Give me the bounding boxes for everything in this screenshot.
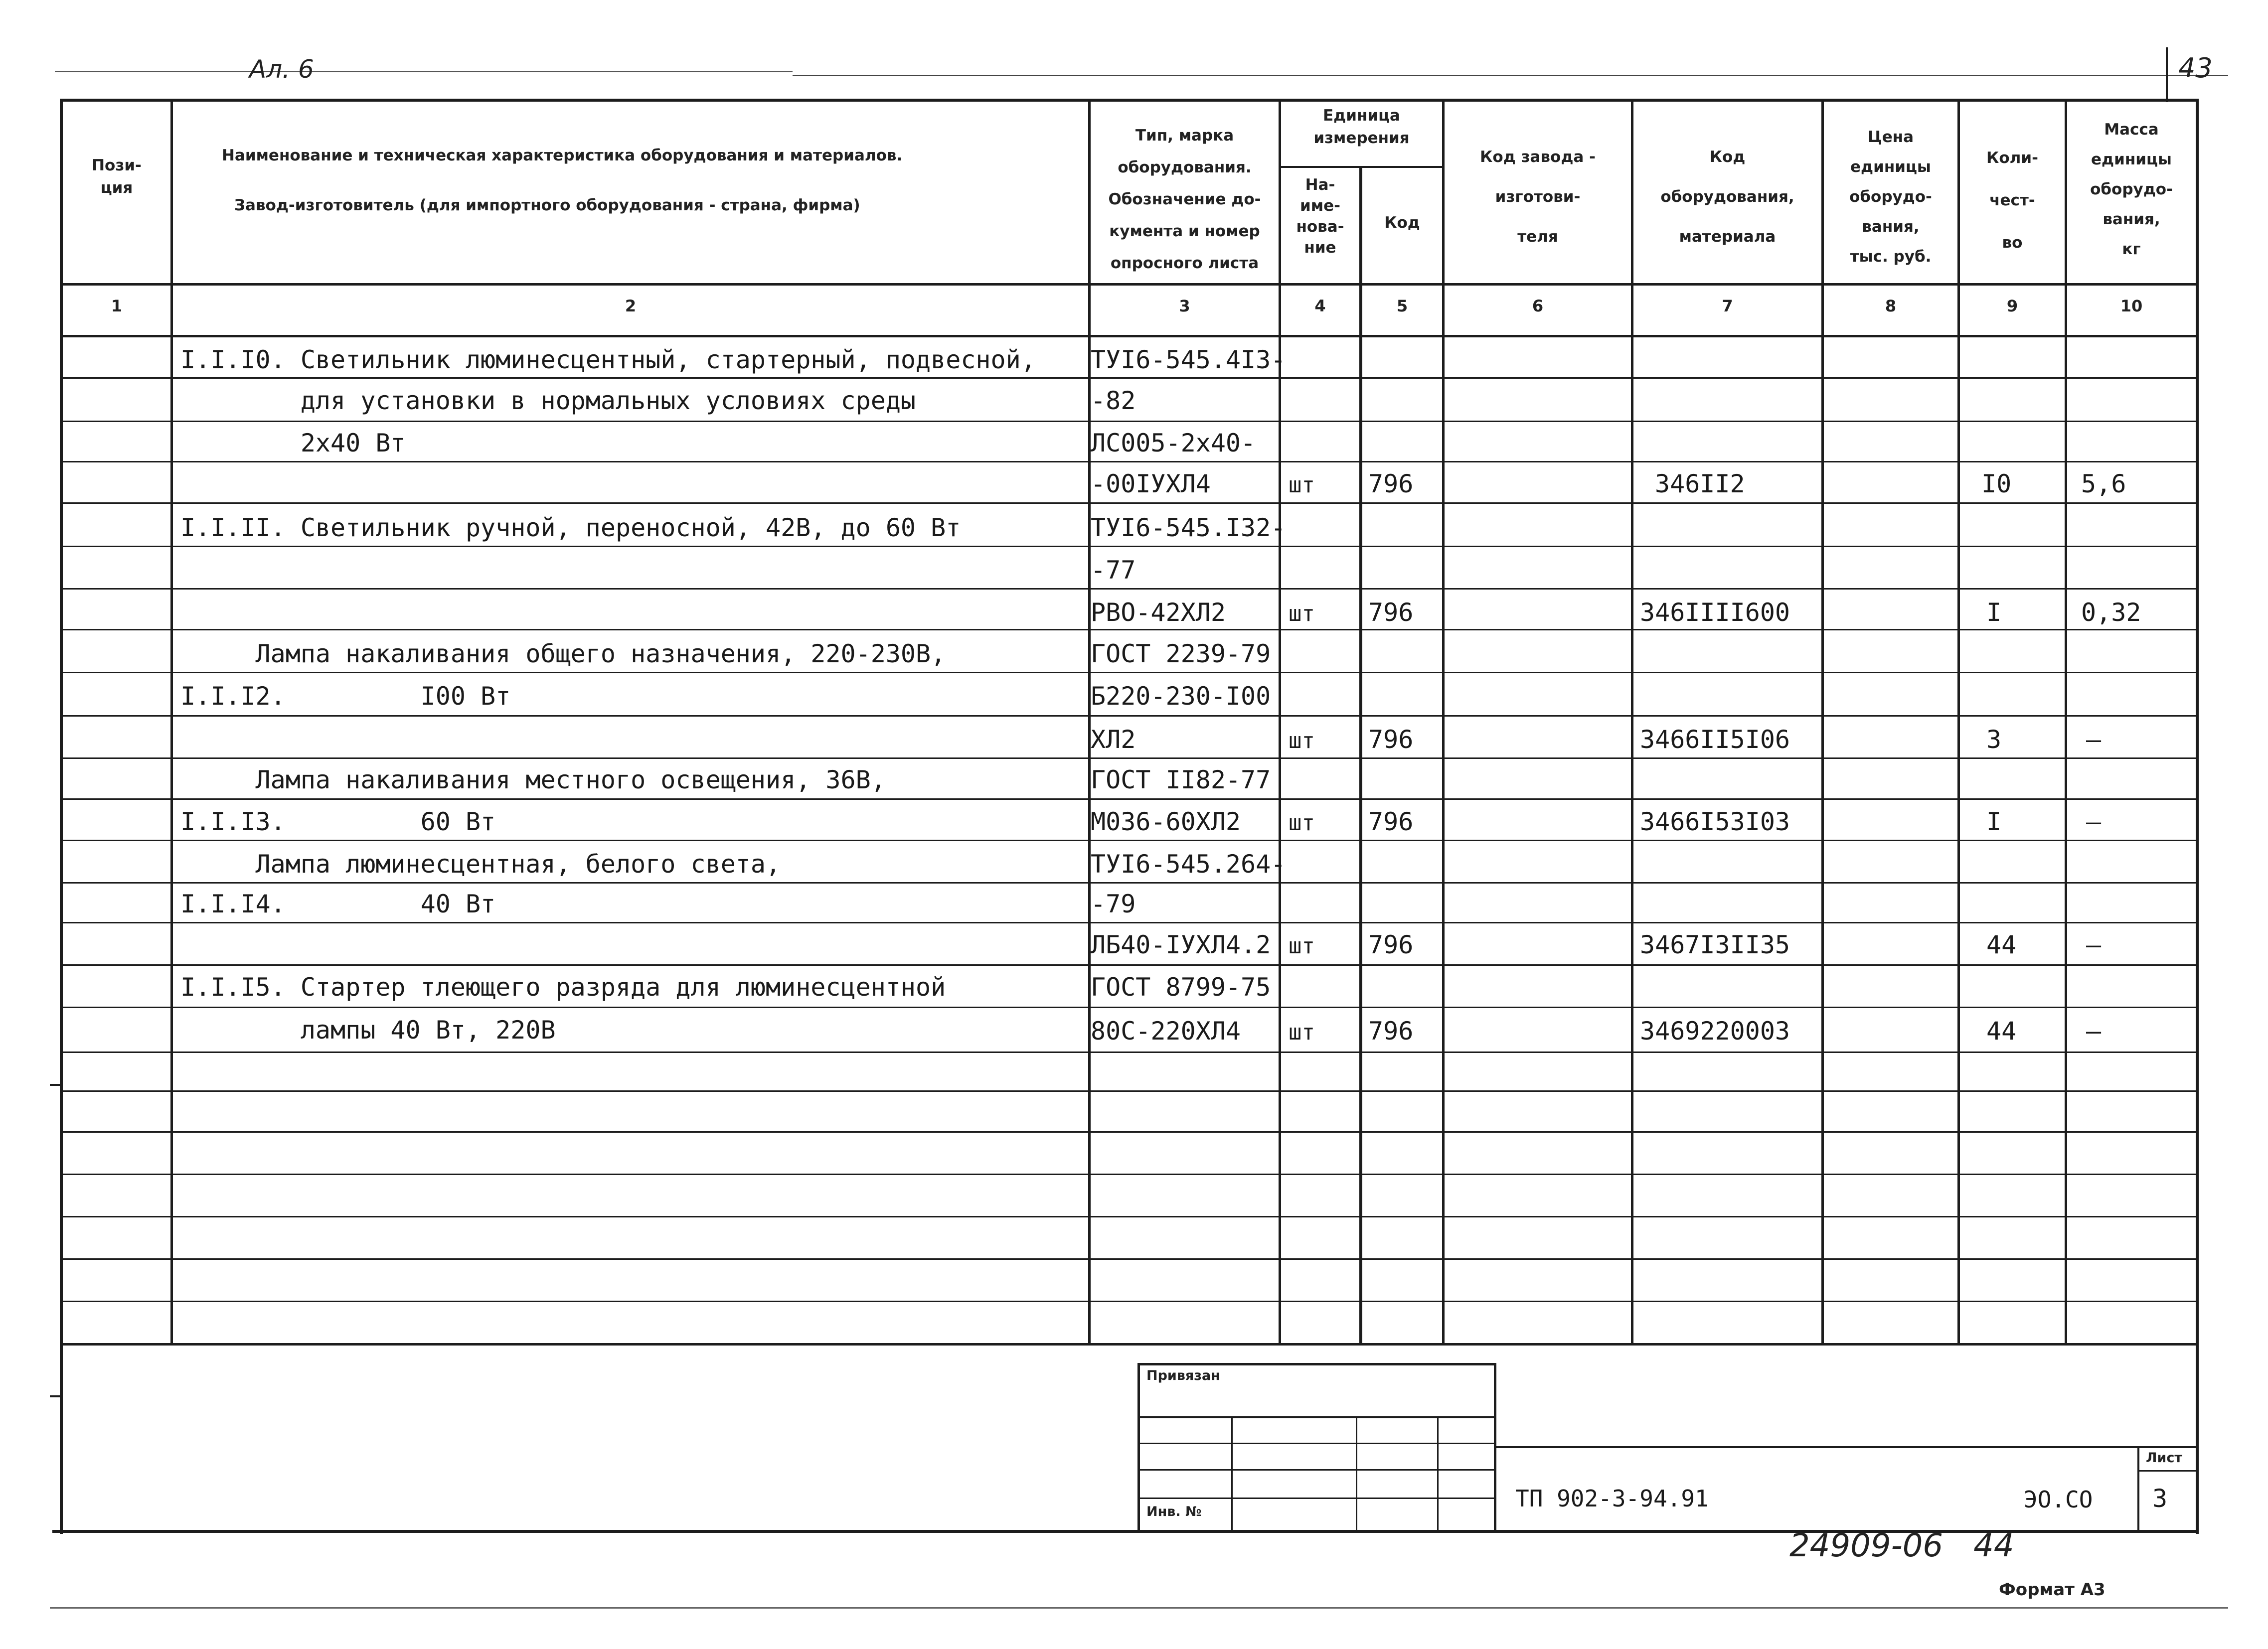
- row-type: -77: [1091, 556, 1136, 585]
- stamp-left-frame: [1137, 1363, 1140, 1530]
- row-type: ЛБ40-IУХЛ4.2: [1091, 930, 1271, 959]
- col-divider-5: [1442, 99, 1445, 1345]
- row-name: 2x40 Вт: [180, 429, 406, 457]
- row-rule: [60, 882, 2198, 884]
- row-type: ГОСТ II82-77: [1091, 765, 1271, 794]
- row-type: -79: [1091, 890, 1136, 918]
- row-unit: шт: [1289, 933, 1315, 959]
- row-unit-code: 796: [1368, 725, 1414, 754]
- format-label: Формат А3: [1999, 1580, 2106, 1600]
- row-equipment-code: 3469220003: [1640, 1017, 1790, 1046]
- col-divider-1: [170, 99, 173, 1345]
- attached-label: Привязан: [1146, 1368, 1220, 1383]
- row-rule: [60, 798, 2198, 800]
- sheet-number: 3: [2152, 1484, 2168, 1513]
- row-type: РВО-42ХЛ2: [1091, 598, 1226, 627]
- row-quantity: I: [1986, 598, 2002, 627]
- row-rule: [60, 840, 2198, 841]
- top-rule-dashed: [55, 71, 793, 72]
- row-type: Б220-230-I00: [1091, 682, 1271, 711]
- inventory-number-label: Инв. №: [1146, 1504, 1202, 1519]
- col-divider-7: [1821, 99, 1824, 1345]
- header-name-line2: Завод-изготовитель (для импортного оборудования - страна, фирма): [234, 196, 860, 214]
- stamp-row-rule: [1137, 1469, 1496, 1471]
- row-equipment-code: 3466II5I06: [1640, 725, 1790, 754]
- row-mass: 0,32: [2081, 598, 2141, 627]
- margin-tick: [50, 1084, 61, 1086]
- row-name: I.I.I2. I00 Вт: [180, 682, 511, 711]
- column-number: 7: [1722, 297, 1733, 315]
- row-rule: [60, 672, 2198, 673]
- header-equipment-code: Код оборудования, материала: [1660, 148, 1794, 246]
- row-unit: шт: [1289, 728, 1315, 753]
- bottom-edge-rule: [50, 1607, 2228, 1609]
- stamp-row-rule: [1137, 1443, 1496, 1444]
- row-unit: шт: [1289, 601, 1315, 626]
- row-rule: [60, 588, 2198, 590]
- row-name: I.I.II. Светильник ручной, переносной, 42В, до 60 Вт: [180, 513, 961, 542]
- row-rule: [60, 1007, 2198, 1008]
- row-type: -82: [1091, 386, 1136, 415]
- header-type: Тип, марка оборудования. Обозначение до- кумента и номер опросного листа: [1108, 127, 1261, 272]
- row-rule: [60, 629, 2198, 630]
- column-number: 8: [1885, 297, 1897, 315]
- row-type: ГОСТ 8799-75: [1091, 973, 1271, 1002]
- row-name: I.I.I0. Светильник люминесцентный, стартерный, подвесной,: [180, 345, 1036, 374]
- header-unit-mass: Масса единицы оборудо- вания, кг: [2090, 121, 2173, 258]
- row-rule: [60, 461, 2198, 462]
- column-number: 5: [1396, 297, 1408, 315]
- row-equipment-code: 346II2: [1655, 469, 1745, 498]
- row-unit-code: 796: [1368, 598, 1414, 627]
- row-type: ТУI6-545.I32-: [1091, 513, 1286, 542]
- stamp-col-rule: [1356, 1416, 1357, 1530]
- column-number: 2: [625, 297, 637, 315]
- header-factory-code: Код завода - изготови- теля: [1480, 148, 1596, 246]
- row-rule: [60, 1051, 2198, 1053]
- row-rule: [60, 377, 2198, 379]
- header-unit-price: Цена единицы оборудо- вания, тыс. руб.: [1849, 128, 1932, 266]
- stamp-row-rule: [1137, 1498, 1496, 1499]
- row-name: для установки в нормальных условиях среды: [180, 386, 916, 415]
- row-type: ГОСТ 2239-79: [1091, 639, 1271, 668]
- column-number: 9: [2006, 297, 2018, 315]
- handwritten-number: 24909-06 44: [1789, 1527, 2014, 1564]
- stamp-attached-bottom: [1137, 1416, 1496, 1418]
- column-number: 3: [1179, 297, 1190, 315]
- row-name: I.I.I4. 40 Вт: [180, 890, 496, 918]
- row-rule: [60, 502, 2198, 504]
- row-rule: [60, 1258, 2198, 1260]
- row-rule: [60, 757, 2198, 759]
- row-rule: [60, 964, 2198, 966]
- row-unit-code: 796: [1368, 469, 1414, 498]
- col-divider-4: [1359, 167, 1362, 1345]
- row-equipment-code: 3466I53I03: [1640, 807, 1790, 836]
- row-rule: [60, 1301, 2198, 1302]
- row-type: ТУI6-545.4I3-: [1091, 345, 1286, 374]
- table-body-bottom-rule: [60, 1343, 2198, 1346]
- row-unit-code: 796: [1368, 807, 1414, 836]
- page-number-divider: [2166, 47, 2168, 102]
- row-unit-code: 796: [1368, 1017, 1414, 1046]
- header-position: Пози- ция: [92, 156, 142, 197]
- table-top-border: [60, 99, 2198, 102]
- row-equipment-code: 3467I3II35: [1640, 930, 1790, 959]
- row-type: М036-60ХЛ2: [1091, 807, 1241, 836]
- row-equipment-code: 346IIII600: [1640, 598, 1790, 627]
- row-rule: [60, 1174, 2198, 1175]
- row-rule: [60, 922, 2198, 923]
- row-quantity: 3: [1986, 725, 2002, 754]
- row-rule: [60, 715, 2198, 717]
- row-name: лампы 40 Вт, 220В: [180, 1016, 556, 1045]
- column-number: 4: [1314, 297, 1326, 315]
- page-number: 43: [2178, 52, 2213, 84]
- row-type: ЛС005-2x40-: [1091, 429, 1256, 457]
- unit-group-divider: [1279, 166, 1445, 168]
- row-rule: [60, 421, 2198, 422]
- stamp-col-rule: [1231, 1416, 1233, 1530]
- row-name: I.I.I3. 60 Вт: [180, 807, 496, 836]
- header-unit-group: Единица измерения: [1313, 107, 1410, 147]
- row-name: Лампа накаливания местного освещения, 36В,: [180, 765, 886, 794]
- stamp-doc-top-rule: [1495, 1446, 2198, 1448]
- stamp-attached-top: [1137, 1363, 1496, 1365]
- stamp-sheet-rule: [2137, 1470, 2198, 1472]
- row-quantity: I0: [1981, 469, 2012, 498]
- column-number: 1: [111, 297, 123, 315]
- row-unit-code: 796: [1368, 930, 1414, 959]
- col-divider-3: [1279, 99, 1281, 1345]
- row-name: Лампа накаливания общего назначения, 220-230В,: [180, 639, 946, 668]
- row-name: Лампа люминесцентная, белого света,: [180, 850, 781, 879]
- row-quantity: I: [1986, 807, 2002, 836]
- column-numbers-bottom-rule: [60, 335, 2198, 337]
- row-type: -00IУХЛ4: [1091, 469, 1211, 498]
- header-unit-name: На- име- нова- ние: [1296, 176, 1344, 257]
- col-divider-6: [1631, 99, 1633, 1345]
- header-name-line1: Наименование и техническая характеристика оборудования и материалов.: [222, 147, 903, 164]
- row-unit: шт: [1289, 1020, 1315, 1045]
- row-rule: [60, 1131, 2198, 1133]
- row-type: 80С-220ХЛ4: [1091, 1017, 1241, 1046]
- sheet-label: Лист: [2146, 1450, 2182, 1466]
- row-mass: –: [2086, 1017, 2102, 1046]
- row-quantity: 44: [1986, 1017, 2017, 1046]
- column-number: 6: [1532, 297, 1544, 315]
- sheet-code: ЭО.СО: [2024, 1486, 2093, 1513]
- row-rule: [60, 546, 2198, 547]
- top-rule: [793, 75, 2228, 76]
- row-mass: –: [2086, 930, 2102, 959]
- corner-note: Ал. 6: [249, 55, 314, 84]
- row-mass: –: [2086, 725, 2102, 754]
- row-unit: шт: [1289, 810, 1315, 836]
- header-unit-code: Код: [1384, 214, 1420, 232]
- col-divider-8: [1957, 99, 1960, 1345]
- table-right-border: [2196, 99, 2199, 1534]
- row-type: ХЛ2: [1091, 725, 1136, 754]
- row-mass: –: [2086, 807, 2102, 836]
- row-unit: шт: [1289, 472, 1315, 498]
- row-type: ТУI6-545.264-: [1091, 850, 1286, 879]
- margin-tick: [50, 1395, 61, 1397]
- header-quantity: Коли- чест- во: [1986, 149, 2038, 252]
- row-quantity: 44: [1986, 930, 2017, 959]
- document-code: ТП 902-3-94.91: [1515, 1485, 1709, 1512]
- stamp-col-rule: [1437, 1416, 1439, 1530]
- header-bottom-rule: [60, 283, 2198, 286]
- row-rule: [60, 1216, 2198, 1217]
- row-name: I.I.I5. Стартер тлеющего разряда для люминесцентной: [180, 973, 946, 1002]
- col-divider-2: [1088, 99, 1091, 1345]
- stamp-sheet-divider: [2137, 1446, 2139, 1530]
- row-rule: [60, 1090, 2198, 1092]
- col-divider-9: [2065, 99, 2067, 1345]
- row-mass: 5,6: [2081, 469, 2126, 498]
- column-number: 10: [2120, 297, 2143, 315]
